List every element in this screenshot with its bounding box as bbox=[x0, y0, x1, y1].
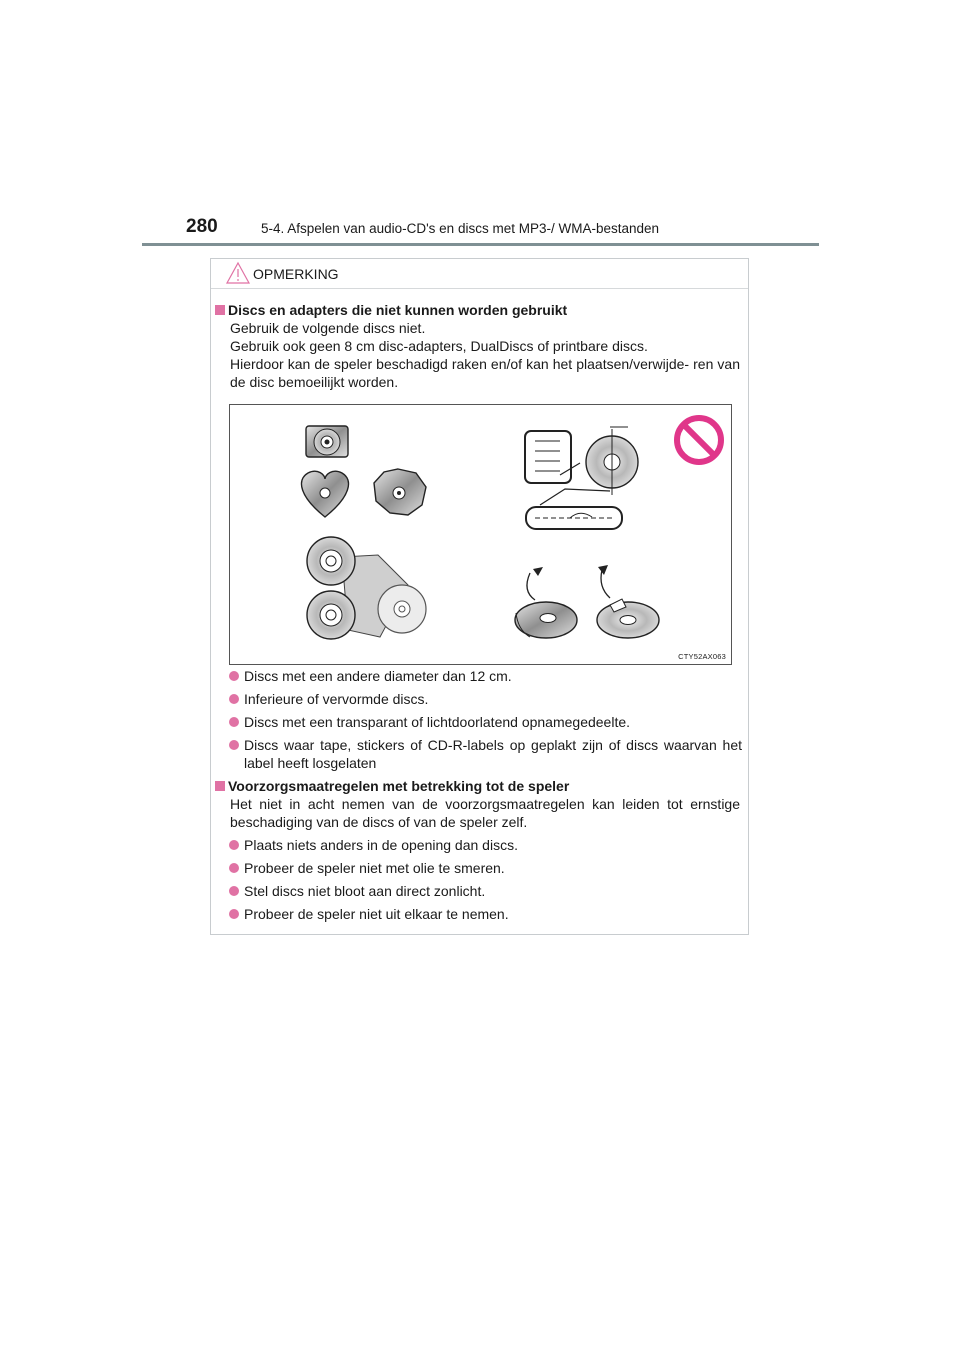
bullet-item bbox=[211, 690, 748, 708]
bullet-text: Probeer de speler niet met olie te smeren. bbox=[244, 860, 505, 876]
page-number: 280 bbox=[186, 216, 218, 237]
note-header bbox=[211, 259, 748, 289]
disc-adapter-icon bbox=[525, 427, 638, 529]
paragraph-line: Gebruik ook geen 8 cm disc-adapters, DualDiscs of printbare discs. bbox=[230, 338, 648, 354]
paragraph-line: Hierdoor kan de speler beschadigd raken en/of kan het plaatsen/verwijde- ren van de disc bemoeilijkt worden. bbox=[230, 356, 740, 390]
bullet-text: Discs met een andere diameter dan 12 cm. bbox=[244, 668, 512, 684]
round-bullet-icon bbox=[229, 740, 239, 750]
round-bullet-icon bbox=[229, 717, 239, 727]
bullet-item bbox=[211, 713, 748, 731]
round-bullet-icon bbox=[229, 863, 239, 873]
warning-triangle-icon bbox=[225, 261, 251, 285]
note-label: OPMERKING bbox=[253, 266, 339, 282]
section-title: 5-4. Afspelen van audio-CD's en discs met MP3-/ WMA-bestanden bbox=[261, 221, 660, 236]
bullet-text: Probeer de speler niet uit elkaar te nemen. bbox=[244, 906, 509, 922]
section-heading-discs bbox=[211, 301, 748, 319]
bullet-item bbox=[211, 667, 748, 685]
heart-disc-icon bbox=[301, 471, 348, 517]
bullet-item bbox=[211, 736, 748, 772]
transparent-disc-icon bbox=[307, 537, 426, 639]
disc-illustration-drawing bbox=[230, 405, 731, 664]
section-heading-text: Discs en adapters die niet kunnen worden gebruikt bbox=[228, 302, 568, 318]
bullet-text: Stel discs niet bloot aan direct zonlicht. bbox=[244, 883, 486, 899]
bullet-text: Discs met een transparant of lichtdoorlatend opnamegedeelte. bbox=[244, 714, 631, 730]
section-heading-text: Voorzorgsmaatregelen met betrekking tot de speler bbox=[228, 778, 570, 794]
section2-paragraph bbox=[211, 795, 748, 831]
bullet-item bbox=[211, 859, 748, 877]
bullet-text: Discs waar tape, stickers of CD-R-labels op geplakt zijn of discs waarvan het label heeft losgelaten bbox=[244, 737, 742, 771]
round-bullet-icon bbox=[229, 840, 239, 850]
section-heading-player bbox=[211, 777, 748, 795]
note-box bbox=[210, 258, 749, 935]
warped-disc-icon bbox=[515, 567, 577, 638]
header-rule bbox=[142, 243, 819, 246]
square-disc-icon bbox=[306, 426, 348, 457]
figure-code: CTY52AX063 bbox=[678, 652, 726, 661]
paragraph-line: Het niet in acht nemen van de voorzorgsmaatregelen kan leiden tot ernstige beschadiging van de discs of van de speler zelf. bbox=[230, 796, 740, 830]
bullet-text: Plaats niets anders in de opening dan discs. bbox=[244, 837, 518, 853]
polygon-disc-icon bbox=[374, 469, 426, 515]
sticker-disc-icon bbox=[597, 565, 659, 638]
round-bullet-icon bbox=[229, 886, 239, 896]
paragraph-line: Gebruik de volgende discs niet. bbox=[230, 320, 426, 336]
round-bullet-icon bbox=[229, 694, 239, 704]
section2-bullets bbox=[211, 836, 748, 923]
note-content bbox=[211, 301, 748, 928]
bullet-text: Inferieure of vervormde discs. bbox=[244, 691, 429, 707]
disc-illustration bbox=[229, 404, 732, 665]
bullet-item bbox=[211, 836, 748, 854]
square-bullet-icon bbox=[215, 781, 225, 791]
round-bullet-icon bbox=[229, 909, 239, 919]
prohibited-icon bbox=[677, 418, 721, 462]
section1-bullets bbox=[211, 667, 748, 772]
bullet-item bbox=[211, 882, 748, 900]
bullet-item bbox=[211, 905, 748, 923]
round-bullet-icon bbox=[229, 671, 239, 681]
section1-paragraph bbox=[211, 319, 748, 391]
square-bullet-icon bbox=[215, 305, 225, 315]
